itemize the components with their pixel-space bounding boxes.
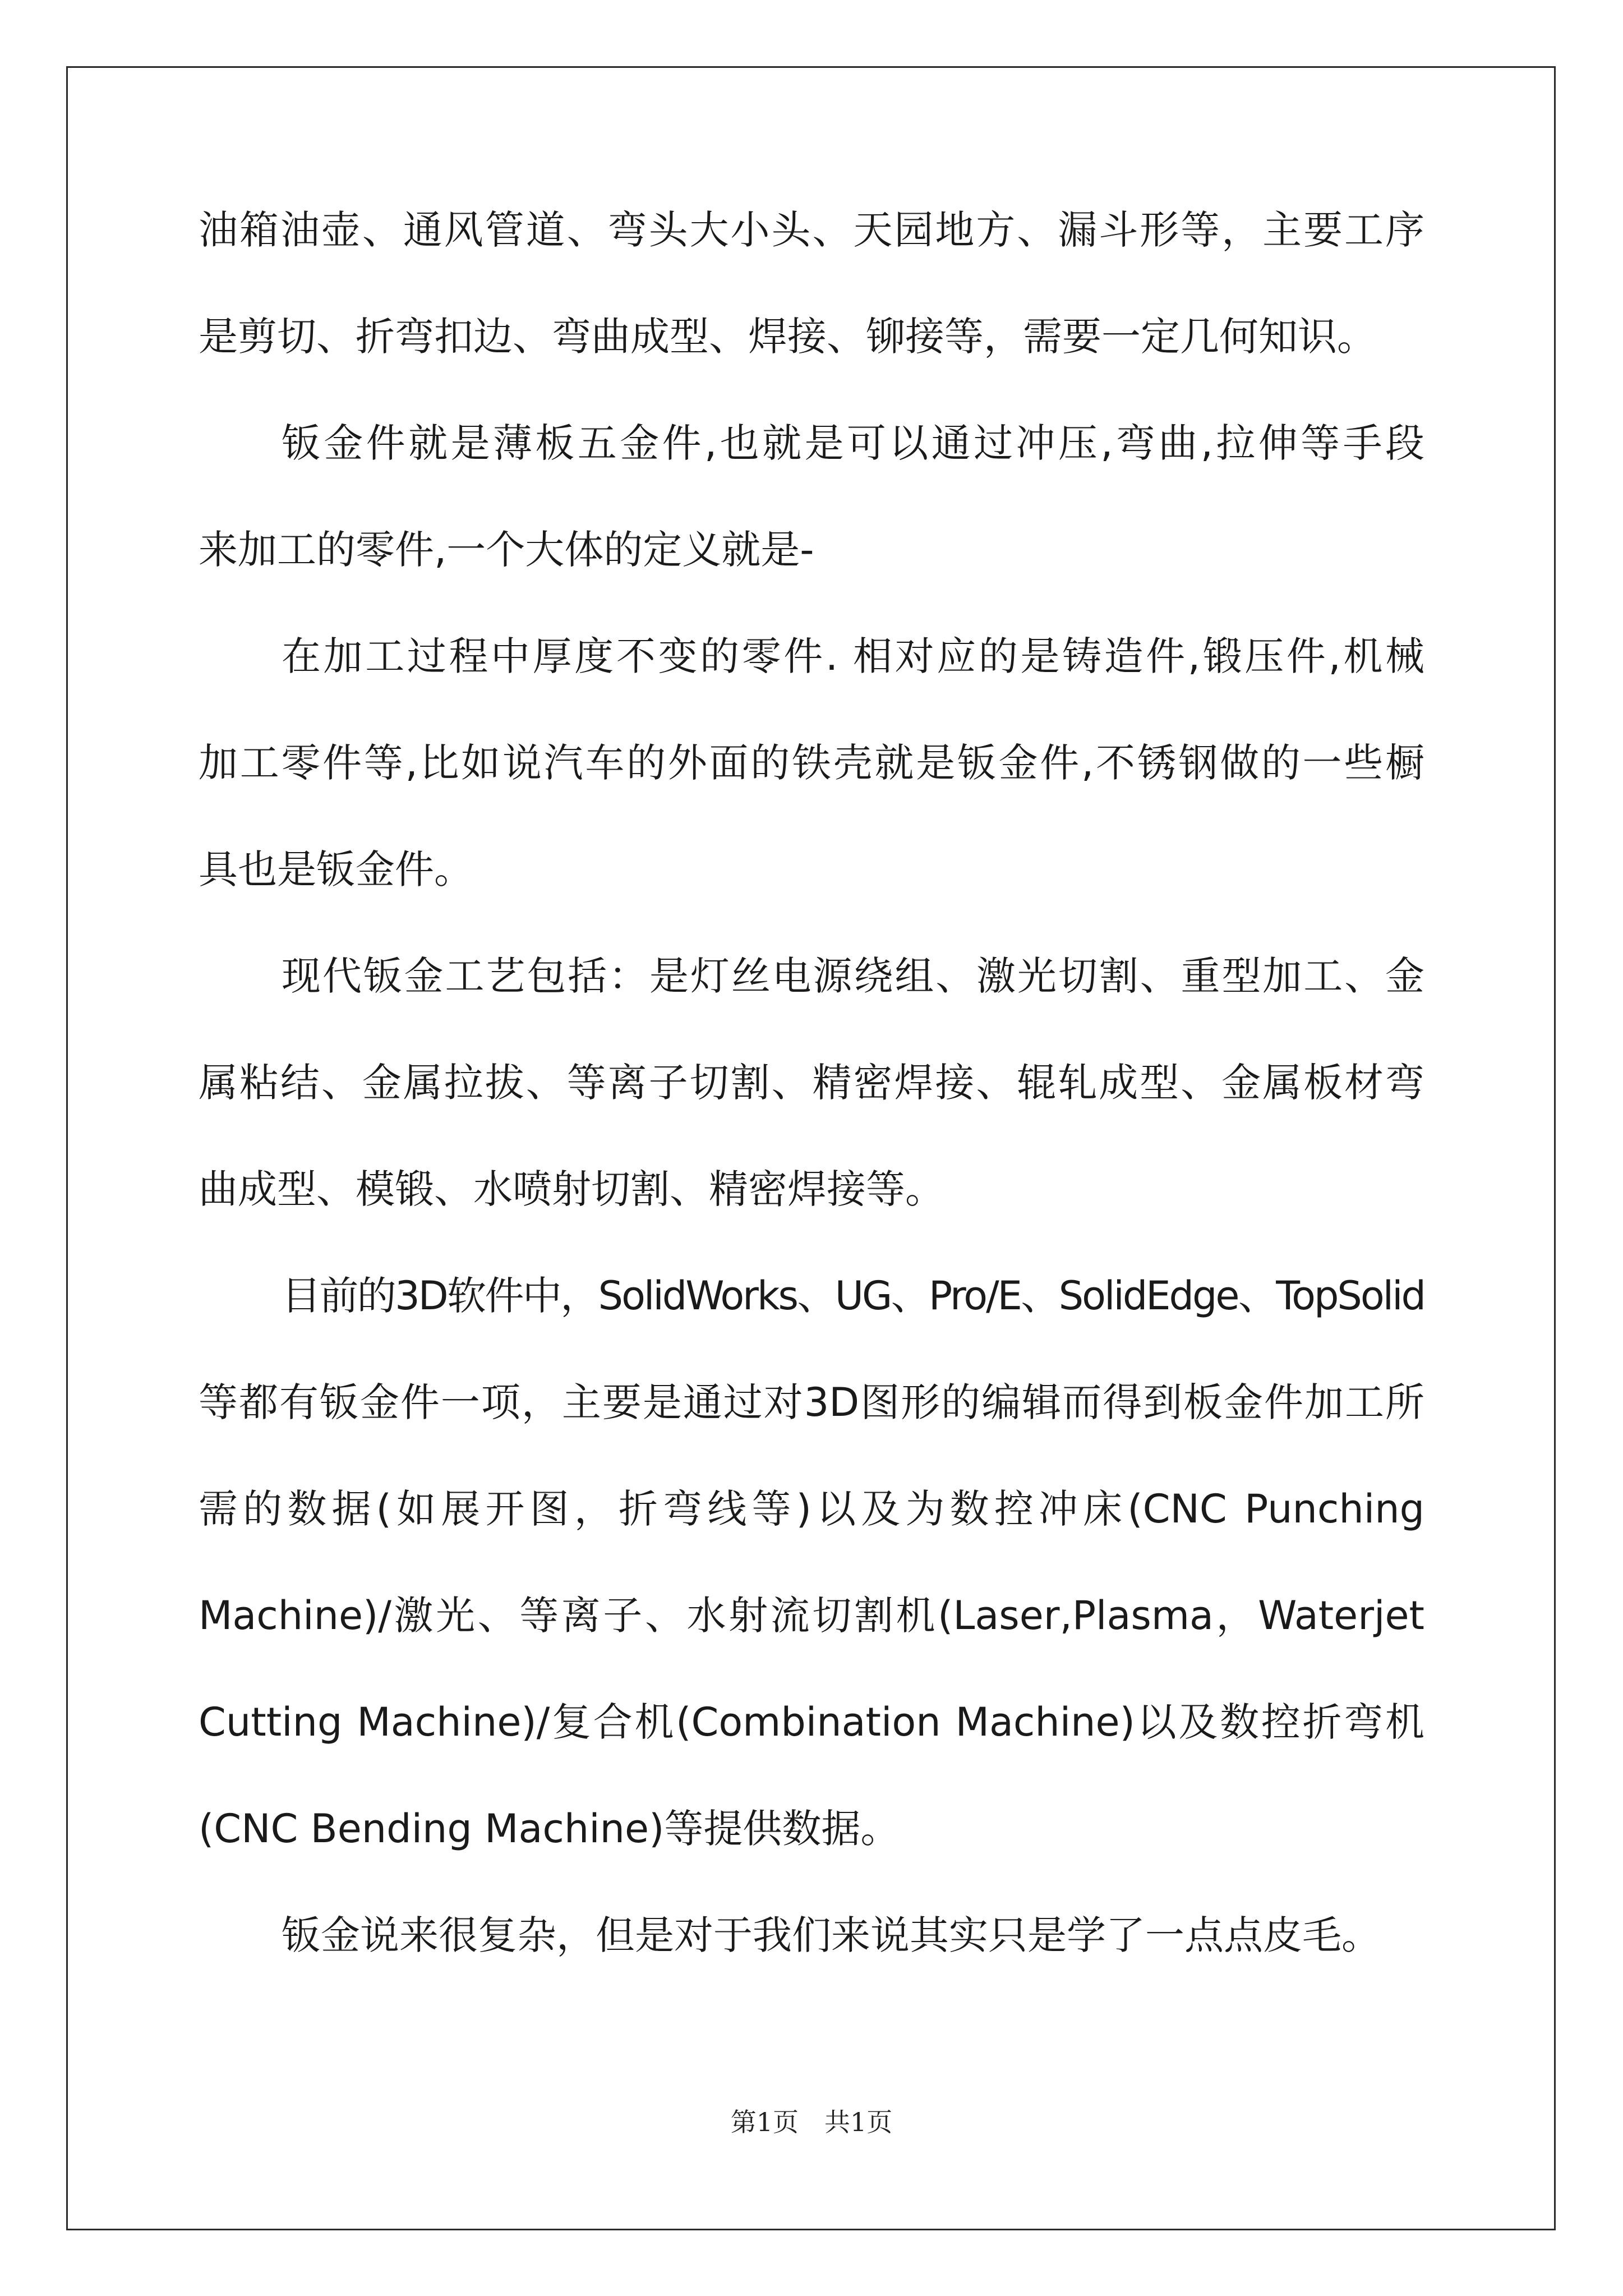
text-line: (CNC Bending Machine)等提供数据。 (199, 1806, 900, 1852)
text-line: 现代钣金工艺包括：是灯丝电源绕组、激光切割、重型加工、金 (282, 953, 1424, 999)
text-line: 具也是钣金件。 (199, 846, 473, 892)
page-number: 第1页 共1页 (730, 2107, 893, 2137)
text-line: 钣金件就是薄板五金件,也就是可以通过冲压,弯曲,拉伸等手段 (282, 420, 1424, 466)
text-line: 是剪切、折弯扣边、弯曲成型、焊接、铆接等，需要一定几何知识。 (199, 314, 1376, 360)
text-line: Machine)/激光、等离子、水射流切割机(Laser,Plasma，Waterjet (199, 1593, 1424, 1639)
text-line: 属粘结、金属拉拔、等离子切割、精密焊接、辊轧成型、金属板材弯 (199, 1060, 1424, 1106)
text-line: 曲成型、模锻、水喷射切割、精密焊接等。 (199, 1166, 944, 1212)
text-line: 加工零件等,比如说汽车的外面的铁壳就是钣金件,不锈钢做的一些橱 (199, 740, 1424, 786)
text-line: Cutting Machine)/复合机(Combination Machine)以及数控折弯机 (199, 1699, 1424, 1745)
text-line: 等都有钣金件一项，主要是通过对3D图形的编辑而得到板金件加工所 (199, 1379, 1424, 1425)
text-line: 目前的3D软件中，SolidWorks、UG、Pro/E、SolidEdge、TopSolid (282, 1273, 1424, 1319)
text-line: 需的数据(如展开图，折弯线等)以及为数控冲床(CNC Punching (199, 1486, 1424, 1532)
text-line: 钣金说来很复杂，但是对于我们来说其实只是学了一点点皮毛。 (282, 1912, 1381, 1958)
text-line: 来加工的零件,一个大体的定义就是- (199, 527, 814, 573)
text-line: 油箱油壶、通风管道、弯头大小头、天园地方、漏斗形等，主要工序 (199, 207, 1424, 253)
document-body (199, 207, 1424, 2022)
text-line: 在加工过程中厚度不变的零件. 相对应的是铸造件,锻压件,机械 (282, 633, 1424, 679)
